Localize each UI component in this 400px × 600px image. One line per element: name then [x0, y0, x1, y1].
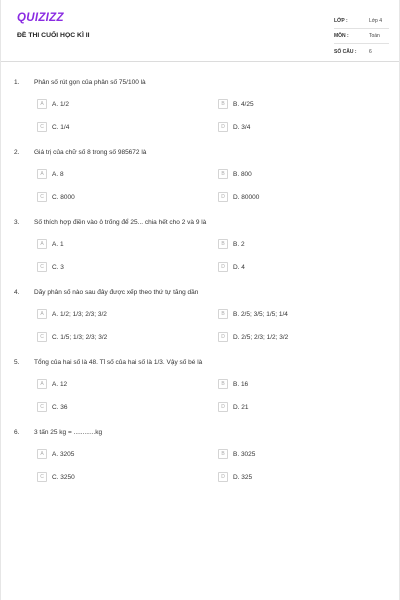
option-letter-box: A	[37, 379, 47, 389]
option-a[interactable]	[37, 99, 69, 109]
option-letter-box: A	[37, 169, 47, 179]
option-text: A. 1	[52, 240, 64, 248]
option-a[interactable]	[37, 449, 74, 459]
option-c[interactable]	[37, 262, 64, 272]
option-text: C. 8000	[52, 193, 75, 201]
option-c[interactable]	[37, 402, 68, 412]
option-text: C. 3250	[52, 473, 75, 481]
option-text: B. 2/5; 3/5; 1/5; 1/4	[233, 310, 288, 318]
option-letter-box: C	[37, 262, 47, 272]
option-b[interactable]	[218, 379, 248, 389]
option-letter-box: C	[37, 402, 47, 412]
option-text: B. 3025	[233, 450, 256, 458]
exam-meta	[334, 14, 389, 59]
option-d[interactable]	[218, 402, 249, 412]
meta-value: Lớp 4	[369, 18, 383, 24]
option-letter-box: D	[218, 192, 228, 202]
question-number: 6.	[14, 429, 20, 436]
question-number: 5.	[14, 359, 20, 366]
meta-value: 6	[369, 48, 372, 55]
worksheet-header	[1, 0, 399, 62]
question-text: Giá trị của chữ số 8 trong số 985672 là	[34, 149, 147, 156]
question-number: 2.	[14, 149, 20, 156]
option-text: D. 3/4	[233, 123, 251, 131]
option-letter-box: C	[37, 472, 47, 482]
option-text: B. 4/25	[233, 100, 254, 108]
option-c[interactable]	[37, 332, 107, 342]
option-text: D. 80000	[233, 193, 260, 201]
option-letter-box: D	[218, 472, 228, 482]
question-text: Phân số rút gọn của phân số 75/100 là	[34, 79, 146, 86]
question-2	[1, 149, 400, 219]
option-d[interactable]	[218, 122, 250, 132]
option-text: D. 2/5; 2/3; 1/2; 3/2	[233, 333, 289, 341]
option-c[interactable]	[37, 122, 69, 132]
option-letter-box: B	[218, 309, 228, 319]
option-text: B. 2	[233, 240, 245, 248]
option-text: D. 21	[233, 403, 249, 411]
option-text: D. 4	[233, 263, 245, 271]
option-letter-box: A	[37, 449, 47, 459]
question-text: Số thích hợp điền vào ô trống để 25... chia hết cho 2 và 9 là	[34, 219, 207, 226]
question-5	[1, 359, 400, 429]
option-c[interactable]	[37, 472, 75, 482]
option-a[interactable]	[37, 309, 107, 319]
option-text: A. 8	[52, 170, 64, 178]
option-letter-box: B	[218, 99, 228, 109]
option-text: C. 3	[52, 263, 64, 271]
option-a[interactable]	[37, 169, 64, 179]
option-d[interactable]	[218, 472, 252, 482]
option-text: A. 1/2; 1/3; 2/3; 3/2	[52, 310, 107, 318]
option-letter-box: B	[218, 239, 228, 249]
option-a[interactable]	[37, 379, 67, 389]
question-text: Tổng của hai số là 48. Tỉ số của hai số là 1/3. Vậy số bé là	[34, 359, 203, 366]
question-number: 4.	[14, 289, 20, 296]
option-b[interactable]	[218, 309, 288, 319]
question-number: 3.	[14, 219, 20, 226]
option-text: B. 16	[233, 380, 249, 388]
question-6	[1, 429, 400, 499]
option-text: C. 1/5; 1/3; 2/3; 3/2	[52, 333, 108, 341]
option-b[interactable]	[218, 99, 254, 109]
question-text: 3 tấn 25 kg = ............kg	[34, 429, 103, 436]
meta-row-subject	[334, 29, 389, 44]
option-text: A. 1/2	[52, 100, 69, 108]
option-letter-box: D	[218, 122, 228, 132]
option-letter-box: A	[37, 239, 47, 249]
option-letter-box: B	[218, 379, 228, 389]
option-letter-box: D	[218, 262, 228, 272]
option-letter-box: C	[37, 122, 47, 132]
question-1	[1, 79, 400, 149]
meta-label: SỐ CÂU :	[334, 48, 357, 55]
meta-row-question-count	[334, 44, 389, 59]
question-text: Dãy phân số nào sau đây được xếp theo thứ tự tăng dần	[34, 289, 199, 296]
meta-label: MÔN :	[334, 33, 349, 39]
option-letter-box: D	[218, 402, 228, 412]
meta-label: LỚP :	[334, 18, 348, 24]
option-letter-box: A	[37, 99, 47, 109]
option-b[interactable]	[218, 239, 245, 249]
option-letter-box: C	[37, 332, 47, 342]
question-number: 1.	[14, 79, 20, 86]
option-letter-box: B	[218, 169, 228, 179]
quizizz-logo: QUIZIZZ	[17, 12, 64, 24]
option-b[interactable]	[218, 169, 252, 179]
option-letter-box: B	[218, 449, 228, 459]
option-text: B. 800	[233, 170, 252, 178]
exam-title: ĐỀ THI CUỐI HỌC KÌ II	[17, 32, 90, 39]
option-text: C. 1/4	[52, 123, 70, 131]
option-d[interactable]	[218, 332, 288, 342]
option-c[interactable]	[37, 192, 75, 202]
meta-value: Toán	[369, 33, 380, 39]
option-text: C. 36	[52, 403, 68, 411]
option-text: A. 12	[52, 380, 68, 388]
option-letter-box: C	[37, 192, 47, 202]
option-d[interactable]	[218, 192, 259, 202]
option-a[interactable]	[37, 239, 64, 249]
question-3	[1, 219, 400, 289]
option-text: D. 325	[233, 473, 253, 481]
question-4	[1, 289, 400, 359]
option-letter-box: A	[37, 309, 47, 319]
option-d[interactable]	[218, 262, 245, 272]
option-b[interactable]	[218, 449, 255, 459]
option-letter-box: D	[218, 332, 228, 342]
meta-row-class	[334, 14, 389, 29]
option-text: A. 3205	[52, 450, 75, 458]
